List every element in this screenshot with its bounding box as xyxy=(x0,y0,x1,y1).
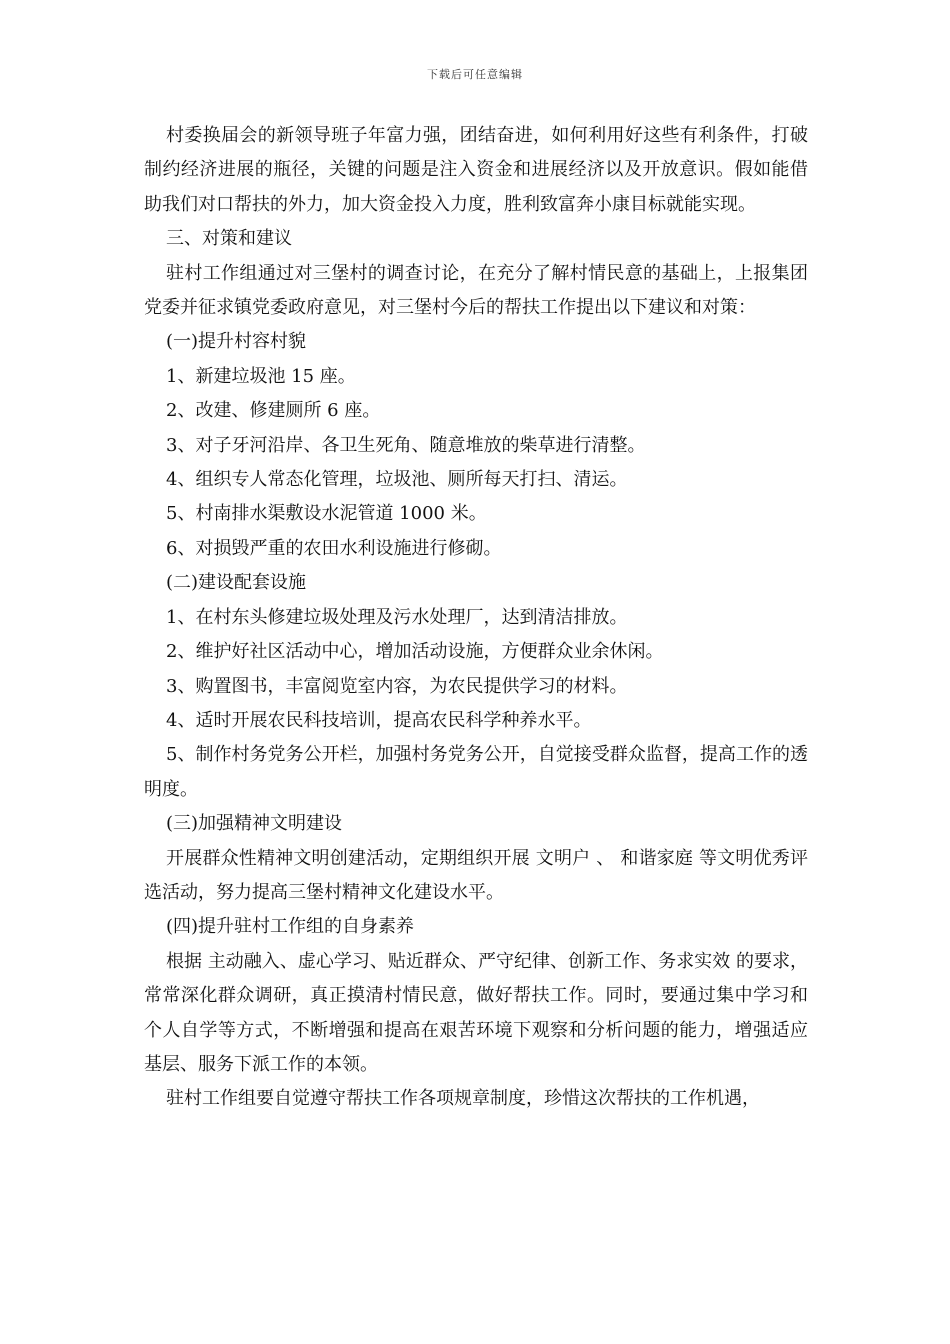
list-item: 4、组织专人常态化管理，垃圾池、厕所每天打扫、清运。 xyxy=(166,469,628,491)
list-item: 6、对损毁严重的农田水利设施进行修砌。 xyxy=(166,537,502,559)
subsection-heading: (三)加强精神文明建设 xyxy=(166,813,343,835)
list-item: 4、适时开展农民科技培训，提高农民科学种养水平。 xyxy=(166,709,592,731)
list-item: 3、对子牙河沿岸、各卫生死角、随意堆放的柴草进行清整。 xyxy=(166,434,646,456)
paragraph: 开展群众性精神文明创建活动，定期组织开展 文明户 、 和谐家庭 等文明优秀评选活动，努力提高三堡村精神文化建设水平。 xyxy=(144,847,808,903)
document-body xyxy=(144,119,808,1117)
section-heading: 三、对策和建议 xyxy=(166,228,292,250)
paragraph: 驻村工作组通过对三堡村的调查讨论，在充分了解村情民意的基础上，上报集团党委并征求镇党委政府意见，对三堡村今后的帮扶工作提出以下建议和对策： xyxy=(144,262,808,319)
list-item: 5、制作村务党务公开栏，加强村务党务公开，自觉接受群众监督，提高工作的透明度。 xyxy=(144,744,808,800)
subsection-heading: (一)提升村容村貌 xyxy=(166,331,307,353)
list-item: 5、村南排水渠敷设水泥管道 1000 米。 xyxy=(166,503,487,525)
paragraph: 根据 主动融入、虚心学习、贴近群众、严守纪律、创新工作、务求实效 的要求，常常深化群众调研，真正摸清村情民意，做好帮扶工作。同时，要通过集中学习和个人自学等方式，不断增强和提高在艰苦环境下观察和分析问题的能力，增强适应基层、服务下派工作的本领。 xyxy=(144,950,808,1075)
page-header: 下载后可任意编辑 xyxy=(427,68,523,81)
list-item: 1、在村东头修建垃圾处理及污水处理厂，达到清洁排放。 xyxy=(166,606,628,628)
subsection-heading: (四)提升驻村工作组的自身素养 xyxy=(166,916,415,938)
list-item: 2、改建、修建厕所 6 座。 xyxy=(166,400,381,422)
subsection-heading: (二)建设配套设施 xyxy=(166,572,307,594)
list-item: 3、购置图书，丰富阅览室内容，为农民提供学习的材料。 xyxy=(166,675,628,697)
list-item: 2、维护好社区活动中心，增加活动设施，方便群众业余休闲。 xyxy=(166,641,664,663)
paragraph: 村委换届会的新领导班子年富力强，团结奋进，如何利用好这些有利条件，打破制约经济进展的瓶径，关键的问题是注入资金和进展经济以及开放意识。假如能借助我们对口帮扶的外力，加大资金投入力度，胜利致富奔小康目标就能实现。 xyxy=(144,125,808,215)
list-item: 1、新建垃圾池 15 座。 xyxy=(166,365,356,387)
paragraph: 驻村工作组要自觉遵守帮扶工作各项规章制度，珍惜这次帮扶的工作机遇， xyxy=(166,1088,760,1110)
